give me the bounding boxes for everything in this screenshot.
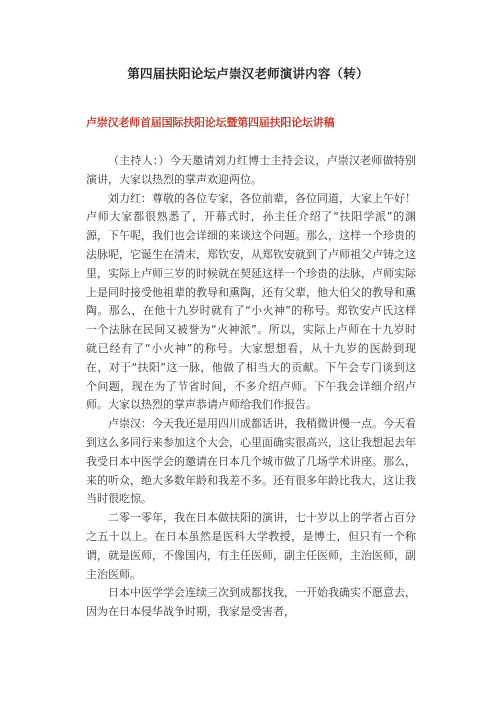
document-subtitle: 卢崇汉老师首届国际扶阳论坛暨第四届扶阳论坛讲稿: [86, 116, 335, 129]
paragraph: 二零一零年，我在日本做扶阳的演讲，七十岁以上的学者占百分之五十以上。在日本虽然是医科大学教授，是博士，但只有一个称谓，就是医师，不像国内，有主任医师，副主任医师，主治医师，副主治医师。: [86, 511, 416, 581]
paragraph: 刘力红：尊敬的各位专家，各位前辈，各位同道，大家上午好！卢师大家都很熟悉了，开幕式时，孙主任介绍了“扶阳学派”的渊源，下午呢，我们也会详细的来谈这个问题。那么，这样一个珍贵的法脉呢，它诞生在清末，郑钦安，从郑钦安就到了卢师祖父卢铸之这里，实际上卢师三岁的时候就在契延这样一个珍贵的法脉，卢师实际上是同时接受他祖辈的教导和熏陶，还有父辈，他大伯父的教导和熏陶。那么，在他十九岁时就有了“小火神”的称号。郑钦安卢氏这样一个法脉在民间又被誉为“火神派”。所以，实际上卢师在十九岁时就已经有了“小火神”的称号。大家想想看，从十九岁的医龄到现在，对于“扶阳”这一脉，他做了相当大的贡献。下午会专门谈到这个问题，现在为了节省时间，不多介绍卢师。下午我会详细介绍卢师。大家以热烈的掌声恭请卢师给我们作报告。: [86, 191, 416, 412]
paragraph: 日本中医学学会连续三次到成都找我，一开始我确实不愿意去，因为在日本侵华战争时期，我家是受害者，: [86, 586, 416, 619]
document-body: [86, 152, 416, 622]
paragraph: 卢崇汉：今天我还是用四川成都话讲，我稍微讲慢一点。今天看到这么多同行来参加这个大会，心里面确实很高兴，这让我想起去年我受日本中医学会的邀请在日本几个城市做了几场学术讲座。那么，来的听众，绝大多数年龄和我差不多。还有很多年龄比我大，这让我当时很吃惊。: [86, 417, 416, 506]
document-title: 第四届扶阳论坛卢崇汉老师演讲内容（转）: [127, 66, 369, 81]
paragraph: （主持人：）今天邀请刘力红博士主持会议，卢崇汉老师做特别演讲，大家以热烈的掌声欢迎两位。: [86, 154, 416, 186]
